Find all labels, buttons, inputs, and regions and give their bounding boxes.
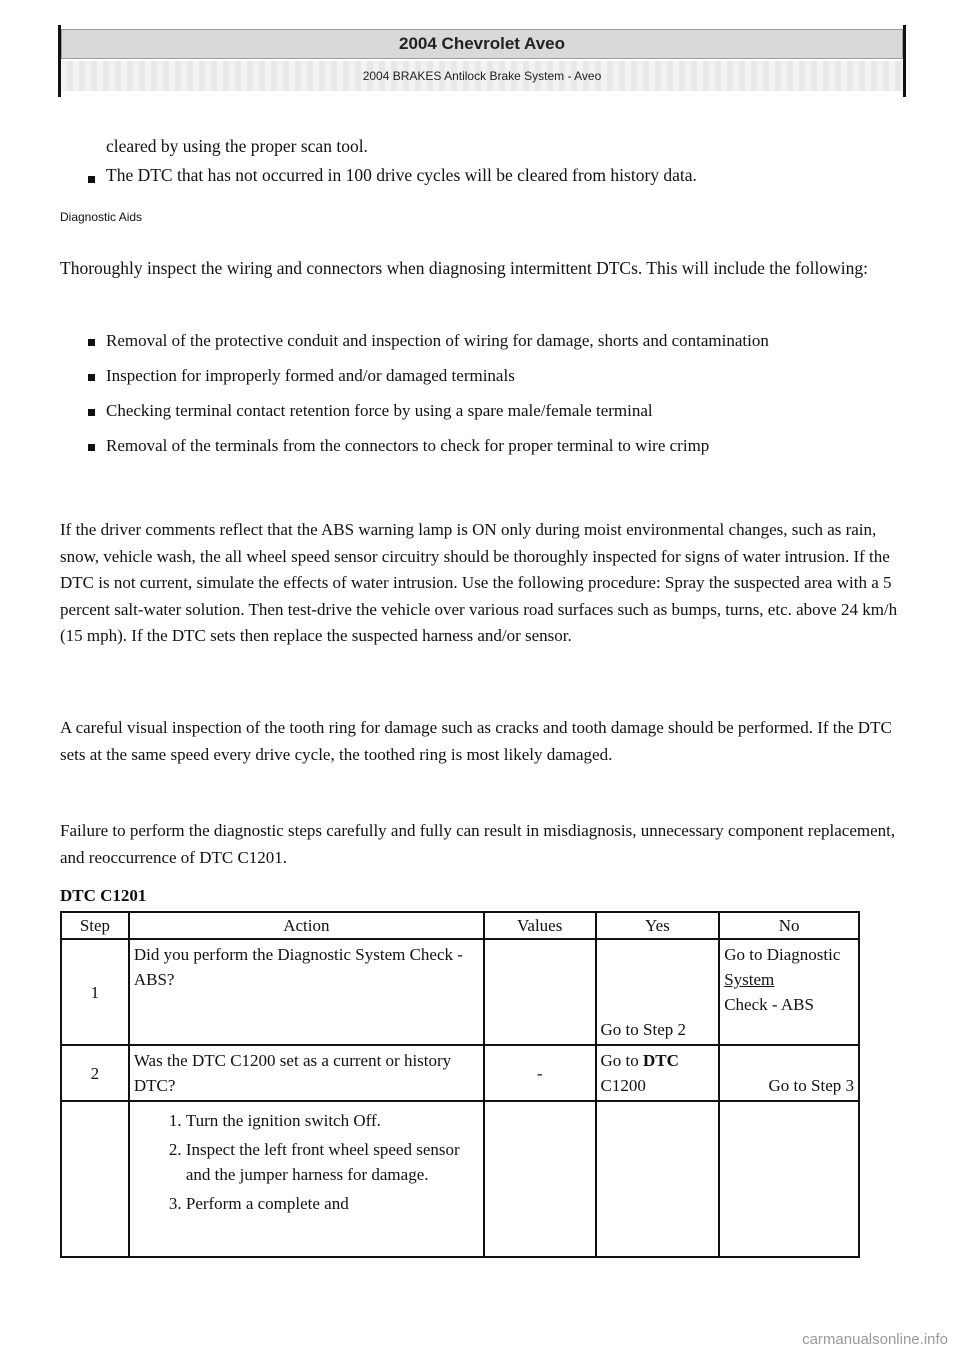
yes-text: C1200 (600, 1076, 646, 1095)
list-item: 1. Turn the ignition switch Off. (186, 1108, 479, 1133)
table-row (61, 1045, 859, 1101)
column-header: Yes (596, 912, 720, 939)
no-cell (719, 1101, 859, 1257)
list-item: 2. Inspect the left front wheel speed sensor and the jumper harness for damage. (186, 1137, 479, 1187)
step-cell (61, 1101, 129, 1257)
header-subtitle: 2004 BRAKES Antilock Brake System - Aveo (61, 61, 903, 91)
list-item: Inspection for improperly formed and/or damaged terminals (60, 363, 880, 389)
table-title: DTC C1201 (60, 886, 147, 905)
yes-cell (596, 1045, 720, 1101)
column-header: Step (61, 912, 129, 939)
column-header: Action (129, 912, 484, 939)
table-row (61, 939, 859, 1045)
action-cell: Was the DTC C1200 set as a current or history DTC? (129, 1045, 484, 1101)
no-cell (719, 939, 859, 1045)
no-text: Go to Diagnostic (724, 945, 841, 964)
action-cell: Did you perform the Diagnostic System Check - ABS? (129, 939, 484, 1045)
paragraph: Failure to perform the diagnostic steps carefully and fully can result in misdiagnosis, unnecessary component replacement, and reoccurrence of DTC C1201. (60, 821, 896, 867)
dtc-link[interactable]: DTC (643, 1051, 679, 1070)
inspection-list (60, 328, 880, 468)
action-cell (129, 1101, 484, 1257)
list-item: The DTC that has not occurred in 100 drive cycles will be cleared from history data. (60, 165, 910, 186)
values-cell (484, 939, 596, 1045)
list-item: 3. Perform a complete and (186, 1191, 479, 1216)
goto-step-link[interactable]: Go to Step 3 (768, 1076, 854, 1095)
step-cell: 1 (61, 939, 129, 1045)
column-header: No (719, 912, 859, 939)
values-cell (484, 1101, 596, 1257)
list-item: Checking terminal contact retention force by using a spare male/female terminal (60, 398, 880, 424)
watermark: carmanualsonline.info (802, 1331, 948, 1348)
page-header (58, 25, 906, 97)
no-cell (719, 1045, 859, 1101)
table-header-row (61, 912, 859, 939)
list-item: Removal of the terminals from the connectors to check for proper terminal to wire crimp (60, 433, 880, 459)
no-text: Check - ABS (724, 995, 814, 1014)
column-header: Values (484, 912, 596, 939)
system-check-link[interactable]: System (724, 970, 775, 989)
list-item: Removal of the protective conduit and inspection of wiring for damage, shorts and contamination (60, 328, 880, 354)
section-heading: Diagnostic Aids (60, 210, 143, 224)
intro-bullet-list (60, 165, 910, 186)
paragraph: If the driver comments reflect that the ABS warning lamp is ON only during moist environmental changes, such as rain, snow, vehicle wash, the all wheel speed sensor circuitry should be thoroughly inspected for signs of water intrusion. If the DTC is not current, simulate the effects of water intrusion. Use the following procedure: Spray the suspected area with a 5 percent salt-water solution. Then test-drive the vehicle over various road surfaces such as bumps, turns, etc. above 24 km/h (15 mph). If the DTC sets then replace the suspected harness and/or sensor. (60, 520, 898, 645)
yes-text: Go to (600, 1051, 639, 1070)
step-cell: 2 (61, 1045, 129, 1101)
paragraph: A careful visual inspection of the tooth ring for damage such as cracks and tooth damage should be performed. If the DTC sets at the same speed every drive cycle, the toothed ring is most likely damaged. (60, 718, 892, 764)
values-cell: - (484, 1045, 596, 1101)
table-row (61, 1101, 859, 1257)
paragraph: Thoroughly inspect the wiring and connectors when diagnosing intermittent DTCs. This will include the following: (60, 258, 868, 278)
yes-cell (596, 1101, 720, 1257)
goto-step-link[interactable]: Go to Step 2 (600, 1020, 687, 1039)
dtc-table (60, 911, 860, 1258)
continued-text: cleared by using the proper scan tool. (106, 136, 368, 156)
header-title: 2004 Chevrolet Aveo (61, 29, 903, 59)
yes-cell[interactable] (596, 939, 720, 1045)
action-steps (134, 1108, 479, 1216)
